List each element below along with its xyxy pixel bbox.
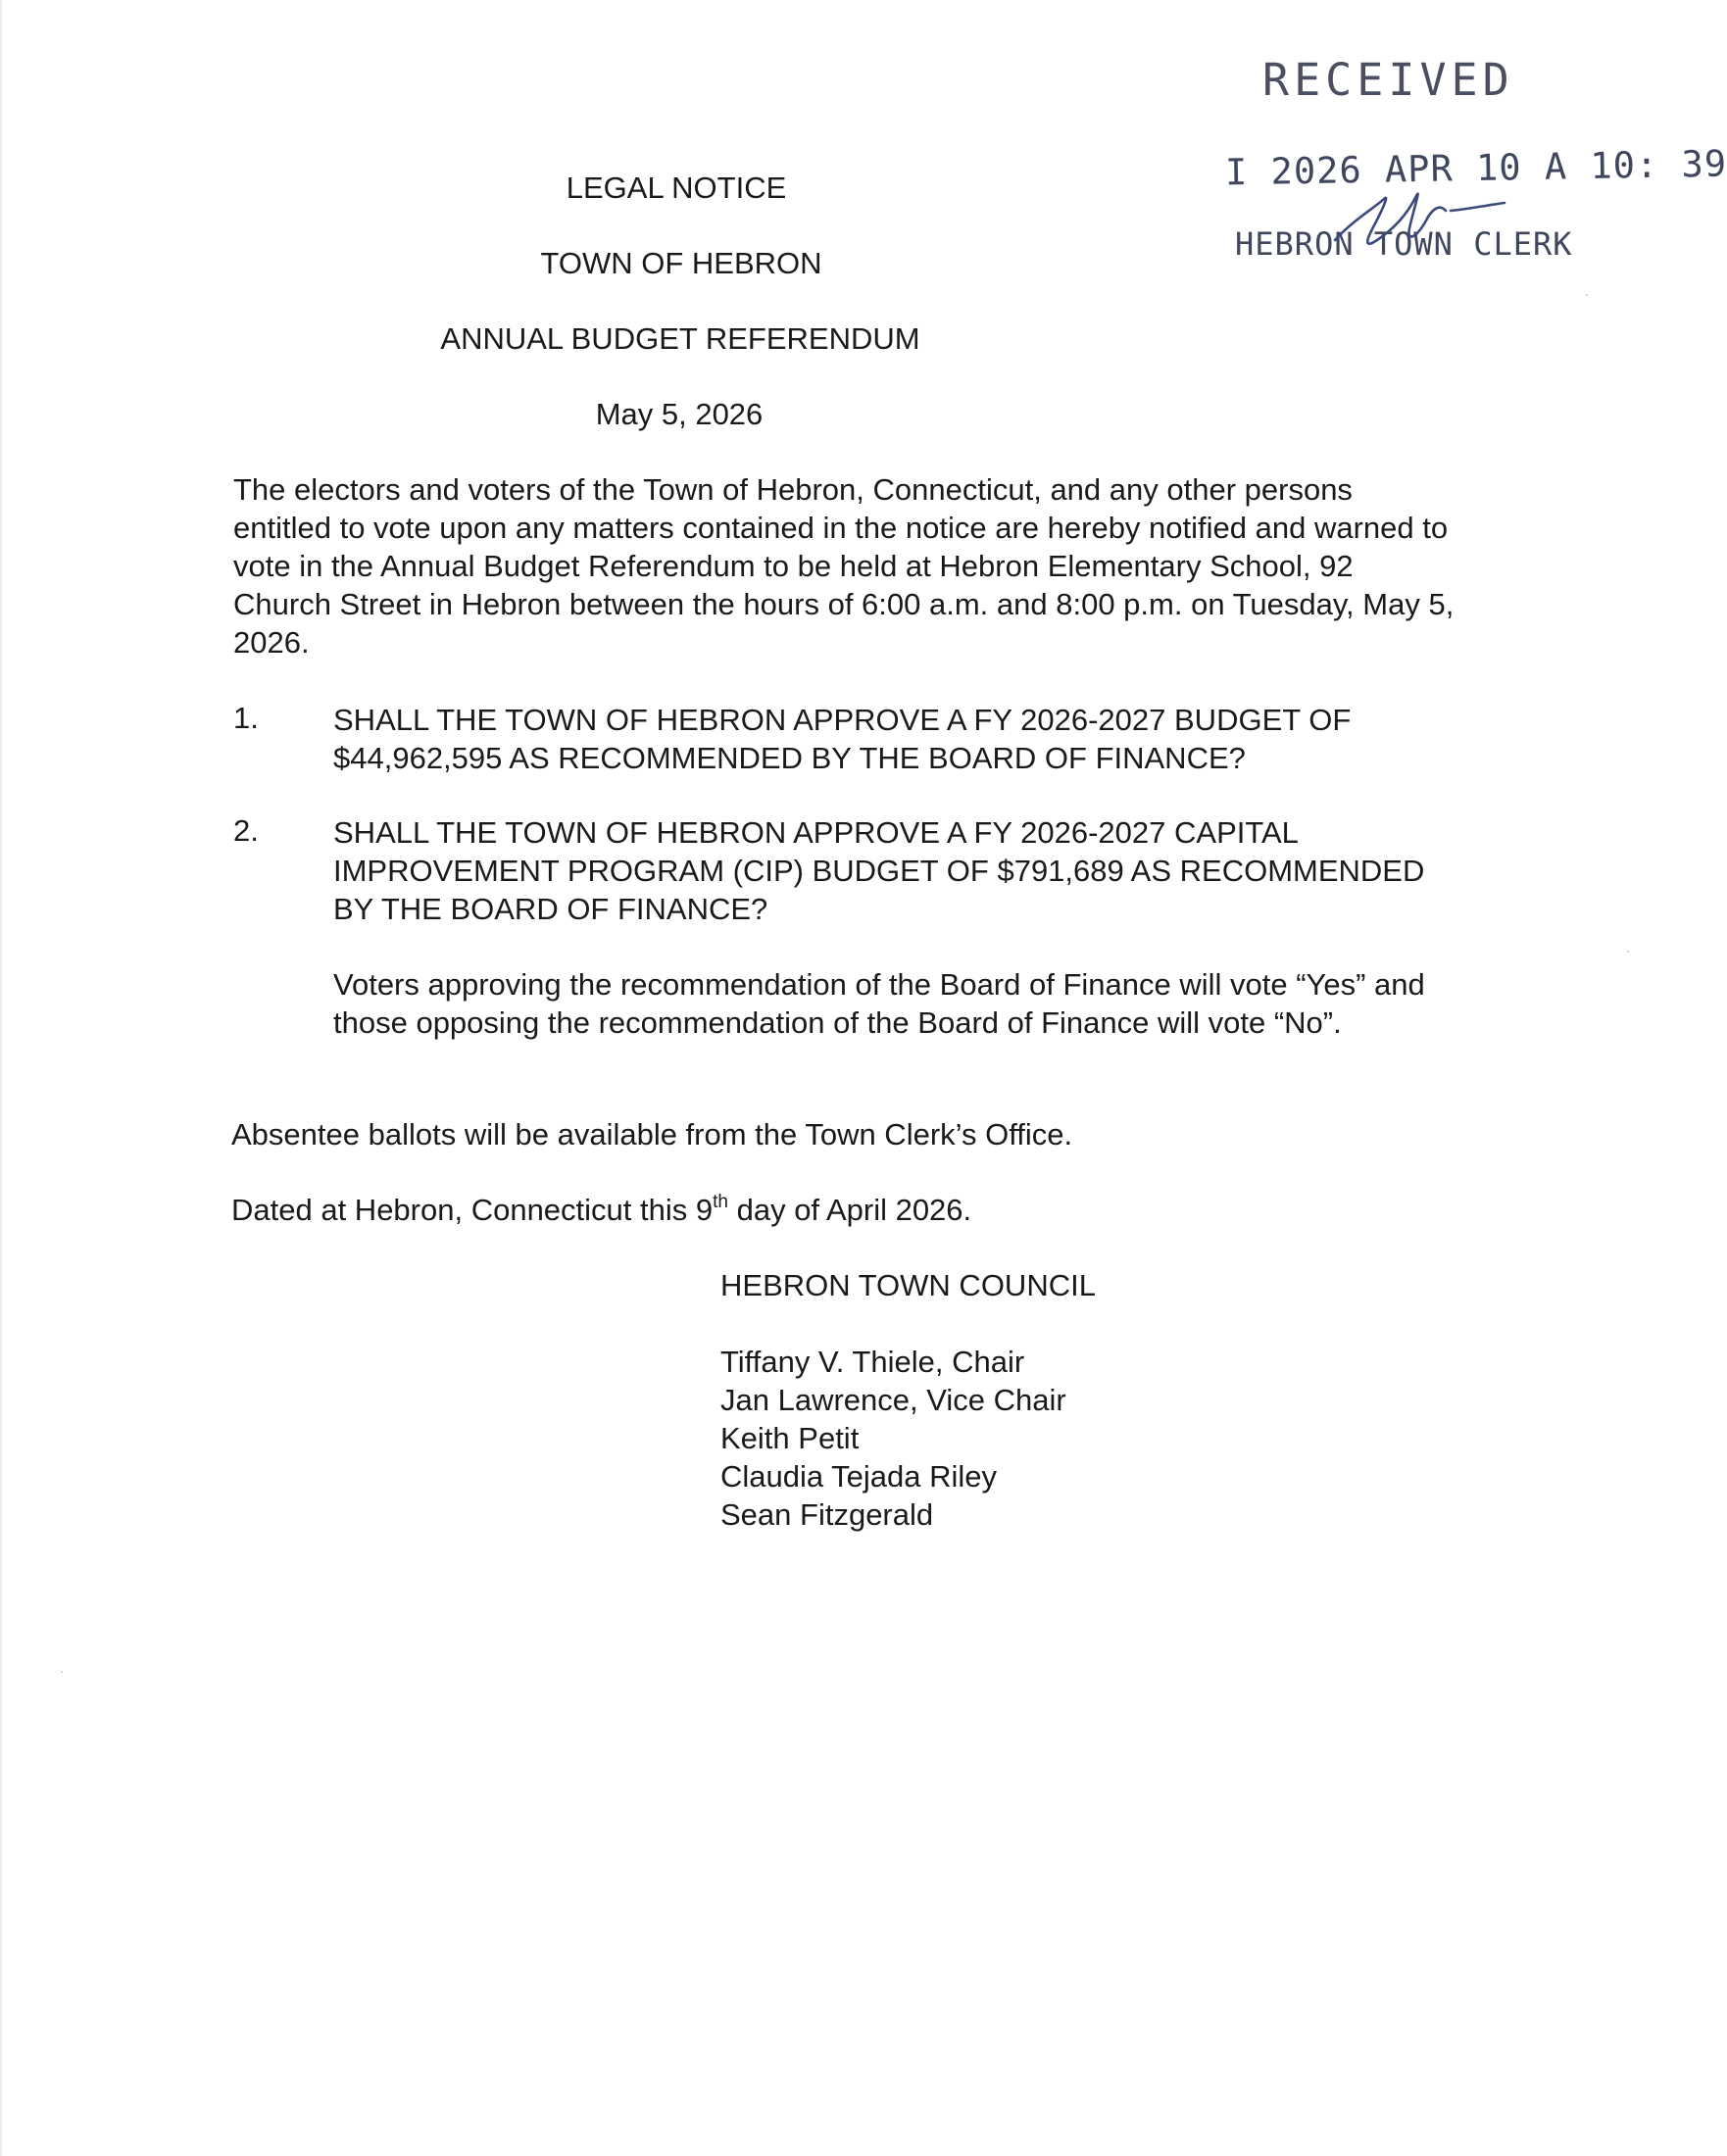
council-member: Jan Lawrence, Vice Chair: [720, 1383, 1066, 1417]
dated-after: day of April 2026.: [727, 1193, 972, 1227]
voting-instruction: Voters approving the recommendation of the Board of Finance will vote “Yes” and those opposing the recommendation of the Board of Finance will vote “No”.: [333, 967, 1425, 1040]
question-text: SHALL THE TOWN OF HEBRON APPROVE A FY 2026-2027 CAPITAL IMPROVEMENT PROGRAM (CIP) BUDGET OF $791,689 AS RECOMMENDED BY THE BOARD OF FINANCE?: [333, 815, 1425, 926]
legal-notice-heading: LEGAL NOTICE: [566, 171, 787, 205]
received-stamp: [1206, 49, 1727, 274]
referendum-date: May 5, 2026: [595, 397, 764, 431]
stamp-received-text: RECEIVED: [1262, 54, 1514, 106]
council-members: [720, 1343, 1066, 1534]
council-title: HEBRON TOWN COUNCIL: [720, 1268, 1096, 1302]
dated-superscript: th: [713, 1192, 728, 1212]
council-member: Sean Fitzgerald: [720, 1497, 934, 1532]
council-member: Claudia Tejada Riley: [720, 1459, 998, 1494]
council-member: Tiffany V. Thiele, Chair: [720, 1345, 1025, 1379]
intro-paragraph: The electors and voters of the Town of Hebron, Connecticut, and any other persons entitled to vote upon any matters contained in the notice are hereby notified and warned to vote in the Annual Budget Referendum to be held at Hebron Elementary School, 92 Church Street in Hebron between the hours of 6:00 a.m. and 8:00 p.m. on Tuesday, May 5, 2026.: [233, 472, 1455, 660]
scan-speck: [1586, 294, 1588, 296]
dated-before: Dated at Hebron, Connecticut this 9: [231, 1193, 714, 1227]
referendum-heading: ANNUAL BUDGET REFERENDUM: [440, 321, 920, 356]
question-text: SHALL THE TOWN OF HEBRON APPROVE A FY 2026-2027 BUDGET OF $44,962,595 AS RECOMMENDED BY THE BOARD OF FINANCE?: [333, 703, 1352, 775]
dated-line: [231, 1191, 971, 1229]
absentee-note: Absentee ballots will be available from the Town Clerk’s Office.: [231, 1117, 1073, 1152]
question-number: 1.: [233, 701, 259, 735]
council-member: Keith Petit: [720, 1421, 860, 1455]
scan-speck: [61, 1671, 63, 1673]
scan-speck: [1627, 951, 1629, 953]
stamp-clerk-text: HEBRON TOWN CLERK: [1235, 225, 1573, 263]
town-heading: TOWN OF HEBRON: [540, 246, 822, 280]
question-number: 2.: [233, 813, 259, 848]
stamp-date-text: I 2026 APR 10 A 10: 39: [1224, 142, 1727, 194]
